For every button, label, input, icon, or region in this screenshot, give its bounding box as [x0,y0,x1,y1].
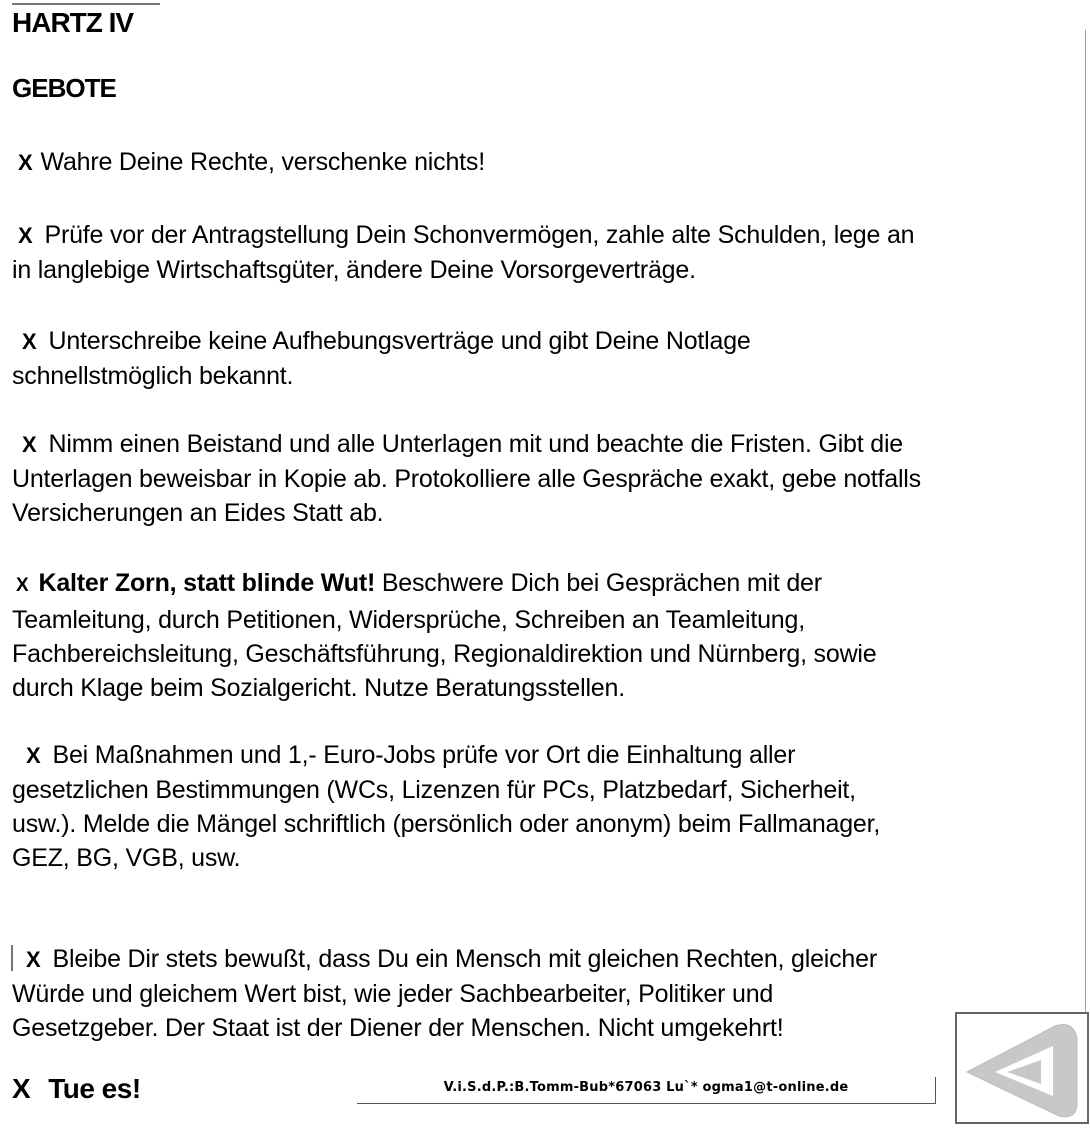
top-rule [12,3,160,5]
triangle-arrow-logo-icon [955,1012,1089,1124]
commandment-6 [12,738,880,875]
bullet-x-icon: X [12,1073,31,1104]
commandment-line: Beschwere Dich bei Gesprächen mit der [375,569,822,597]
closing-call [12,1073,141,1105]
section-heading: GEBOTE [12,73,116,103]
bullet-x-icon: X [22,329,37,354]
bullet-x-icon: X [18,223,33,248]
commandment-line: in langlebige Wirtschaftsgüter, ändere Deine Vorsorgeverträge. [12,256,696,284]
commandment-line: Bleibe Dir stets bewußt, dass Du ein Mensch mit gleichen Rechten, gleicher [52,945,877,973]
bullet-x-icon: X [22,432,37,457]
commandment-2 [12,218,914,287]
bullet-x-icon: X [26,947,41,972]
commandment-text: Wahre Deine Rechte, verschenke nichts! [40,148,485,176]
commandment-line: Würde und gleichem Wert bist, wie jeder Sachbearbeiter, Politiker und [12,980,774,1008]
commandment-line: durch Klage beim Sozialgericht. Nutze Beratungsstellen. [12,674,625,702]
commandment-line: Bei Maßnahmen und 1,- Euro-Jobs prüfe vor Ort die Einhaltung aller [52,741,796,769]
commandment-3 [12,324,751,393]
commandment-line: Unterschreibe keine Aufhebungsverträge und gibt Deine Notlage [48,327,751,355]
commandment-line: Fachbereichsleitung, Geschäftsführung, Regionaldirektion und Nürnberg, sowie [12,640,877,668]
commandment-line: Nimm einen Beistand und alle Unterlagen mit und beachte die Fristen. Gibt die [48,430,904,458]
bullet-x-icon: X [18,150,33,175]
commandment-bold-lead: Kalter Zorn, statt blinde Wut! [38,569,376,597]
commandment-line: Unterlagen beweisbar in Kopie ab. Protokolliere alle Gespräche exakt, gebe notfalls [12,465,921,493]
footer-credit: V.i.S.d.P.:B.Tomm-Bub*67063 Lu`* ogma1@t-online.de [357,1077,936,1104]
bullet-x-icon: X [26,743,41,768]
commandment-1 [18,145,485,180]
commandment-line: usw.). Melde die Mängel schriftlich (persönlich oder anonym) beim Fallmanager, [12,810,881,838]
commandment-line: schnellstmöglich bekannt. [12,362,294,390]
commandment-line: GEZ, BG, VGB, usw. [12,844,241,872]
commandment-line: Gesetzgeber. Der Staat ist der Diener der Menschen. Nicht umgekehrt! [12,1014,784,1042]
bullet-x-icon: X [16,575,29,596]
commandment-line: Versicherungen an Eides Statt ab. [12,499,384,527]
commandment-line: Teamleitung, durch Petitionen, Widersprüche, Schreiben an Teamleitung, [12,606,805,634]
right-margin-rule [1085,30,1086,1030]
page-title: HARTZ IV [12,7,134,38]
commandment-4 [12,427,921,530]
commandment-5 [12,566,876,705]
commandment-line: gesetzlichen Bestimmungen (WCs, Lizenzen für PCs, Platzbedarf, Sicherheit, [12,776,856,804]
closing-text: Tue es! [48,1073,141,1104]
commandment-line: Prüfe vor der Antragstellung Dein Schonvermögen, zahle alte Schulden, lege an [44,221,915,249]
commandment-7 [12,942,877,1045]
